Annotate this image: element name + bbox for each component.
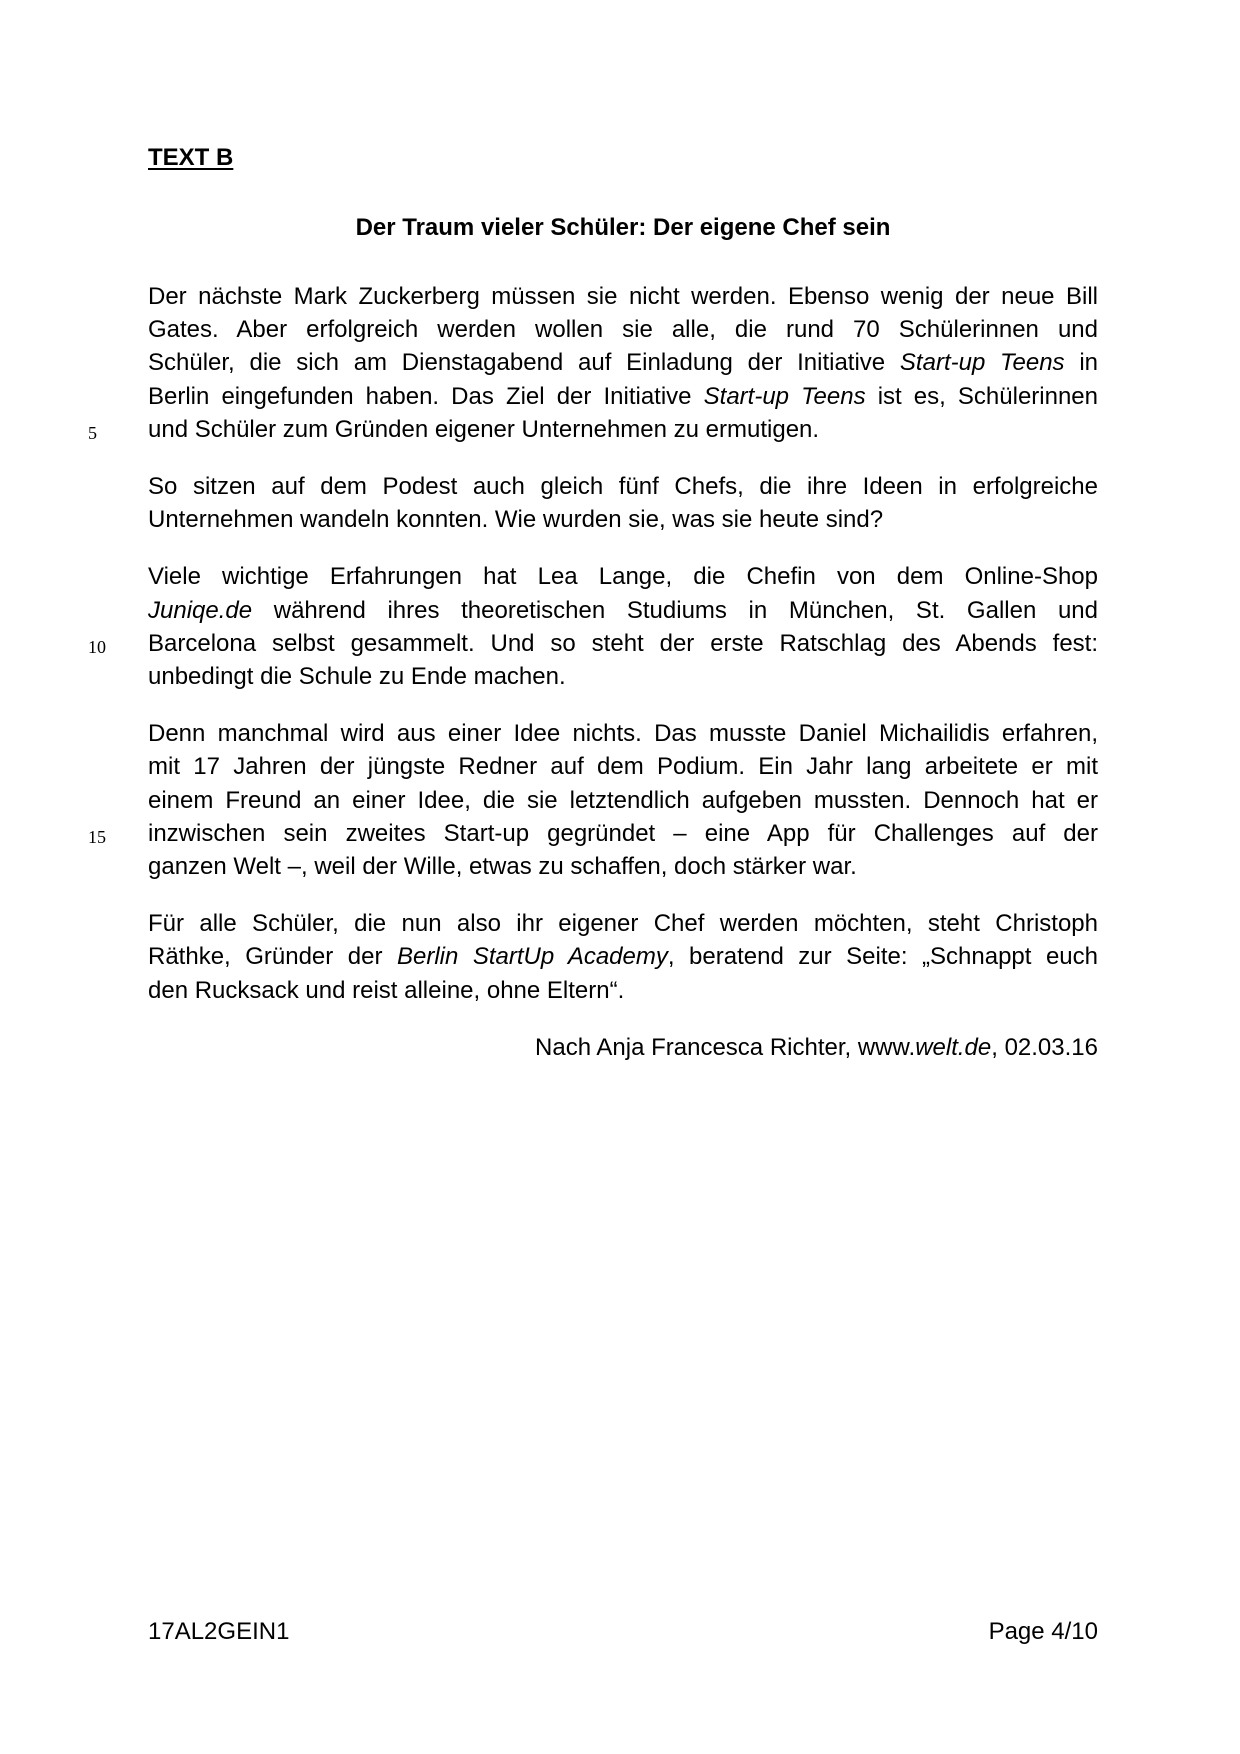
text-line: [148, 784, 1098, 817]
text-line: [148, 717, 1098, 750]
text-run: Denn manchmal wird aus einer Idee nichts. Das musste Daniel Michailidis erfahren,: [148, 720, 1098, 748]
text-run: ganzen Welt –, weil der Wille, etwas zu schaffen, doch stärker war.: [148, 853, 857, 881]
text-line: [148, 413, 1098, 446]
text-line: [148, 817, 1098, 850]
text-run: und Schüler zum Gründen eigener Unternehmen zu ermutigen.: [148, 415, 820, 443]
text-line: [148, 346, 1098, 379]
source-prefix: Nach Anja Francesca Richter, www.: [535, 1034, 916, 1061]
text-run: So sitzen auf dem Podest auch gleich fünf Chefs, die ihre Ideen in erfolgreiche: [148, 473, 1098, 501]
text-run: mit 17 Jahren der jüngste Redner auf dem Podium. Ein Jahr lang arbeitete er mit: [148, 753, 1098, 781]
text-run: Für alle Schüler, die nun also ihr eigener Chef werden möchten, steht Christoph: [148, 910, 1098, 938]
text-line: [148, 560, 1098, 593]
text-run: in: [1064, 349, 1099, 377]
text-line: [148, 503, 1098, 536]
paragraph: [88, 560, 1098, 693]
article-body: [88, 280, 1099, 1031]
text-run: den Rucksack und reist alleine, ohne Eltern“.: [148, 976, 625, 1004]
italic-text: Start-up Teens: [703, 382, 866, 410]
page-number: Page 4/10: [988, 1618, 1098, 1645]
document-code: 17AL2GEIN1: [148, 1618, 290, 1645]
paragraph: [148, 470, 1098, 536]
source-citation: [148, 1031, 1098, 1064]
text-run: Barcelona selbst gesammelt. Und so steht der erste Ratschlag des Abends fest:: [148, 629, 1098, 657]
text-run: einem Freund an einer Idee, die sie letztendlich aufgeben mussten. Dennoch hat er: [148, 786, 1098, 814]
line-number: 15: [88, 826, 106, 847]
text-line: [148, 660, 1098, 693]
paragraph: [88, 717, 1098, 883]
text-run: Viele wichtige Erfahrungen hat Lea Lange, die Chefin von dem Online-Shop: [148, 563, 1098, 591]
italic-text: Start-up Teens: [899, 349, 1065, 377]
text-run: während ihres theoretischen Studiums in München, St. Gallen und: [252, 596, 1098, 624]
text-line: [148, 750, 1098, 783]
text-run: , beratend zur Seite: „Schnappt euch: [667, 943, 1098, 971]
italic-text: Berlin StartUp Academy: [396, 943, 668, 971]
text-run: Der nächste Mark Zuckerberg müssen sie nicht werden. Ebenso wenig der neue Bill: [148, 283, 1098, 310]
line-number: 10: [88, 636, 106, 657]
paragraph: [88, 280, 1099, 446]
text-line: [148, 940, 1098, 973]
paragraph: [148, 907, 1098, 1007]
text-line: [148, 907, 1098, 940]
article-headline: Der Traum vieler Schüler: Der eigene Chef sein: [355, 214, 891, 241]
text-line: [148, 850, 1098, 883]
text-line: [148, 380, 1098, 413]
text-line: [148, 627, 1098, 660]
italic-text: Juniqe.de: [148, 596, 253, 624]
text-run: Gates. Aber erfolgreich werden wollen sie alle, die rund 70 Schülerinnen und: [148, 316, 1098, 344]
text-run: unbedingt die Schule zu Ende machen.: [148, 663, 566, 691]
line-number: 5: [88, 422, 97, 443]
text-run: Berlin eingefunden haben. Das Ziel der Initiative: [148, 382, 704, 410]
text-run: inzwischen sein zweites Start-up gegründet – eine App für Challenges auf der: [148, 819, 1098, 847]
section-label: TEXT B: [148, 144, 234, 171]
text-line: [148, 280, 1098, 313]
source-site: welt.de: [915, 1034, 992, 1061]
text-line: [148, 470, 1098, 503]
text-run: Schüler, die sich am Dienstagabend auf Einladung der Initiative: [148, 349, 900, 377]
source-suffix: , 02.03.16: [991, 1034, 1098, 1061]
text-run: Unternehmen wandeln konnten. Wie wurden sie, was sie heute sind?: [148, 506, 884, 534]
text-line: [148, 313, 1098, 346]
text-line: [148, 594, 1098, 627]
text-line: [148, 974, 1098, 1007]
text-run: ist es, Schülerinnen: [865, 382, 1099, 410]
text-run: Räthke, Gründer der: [148, 943, 397, 971]
